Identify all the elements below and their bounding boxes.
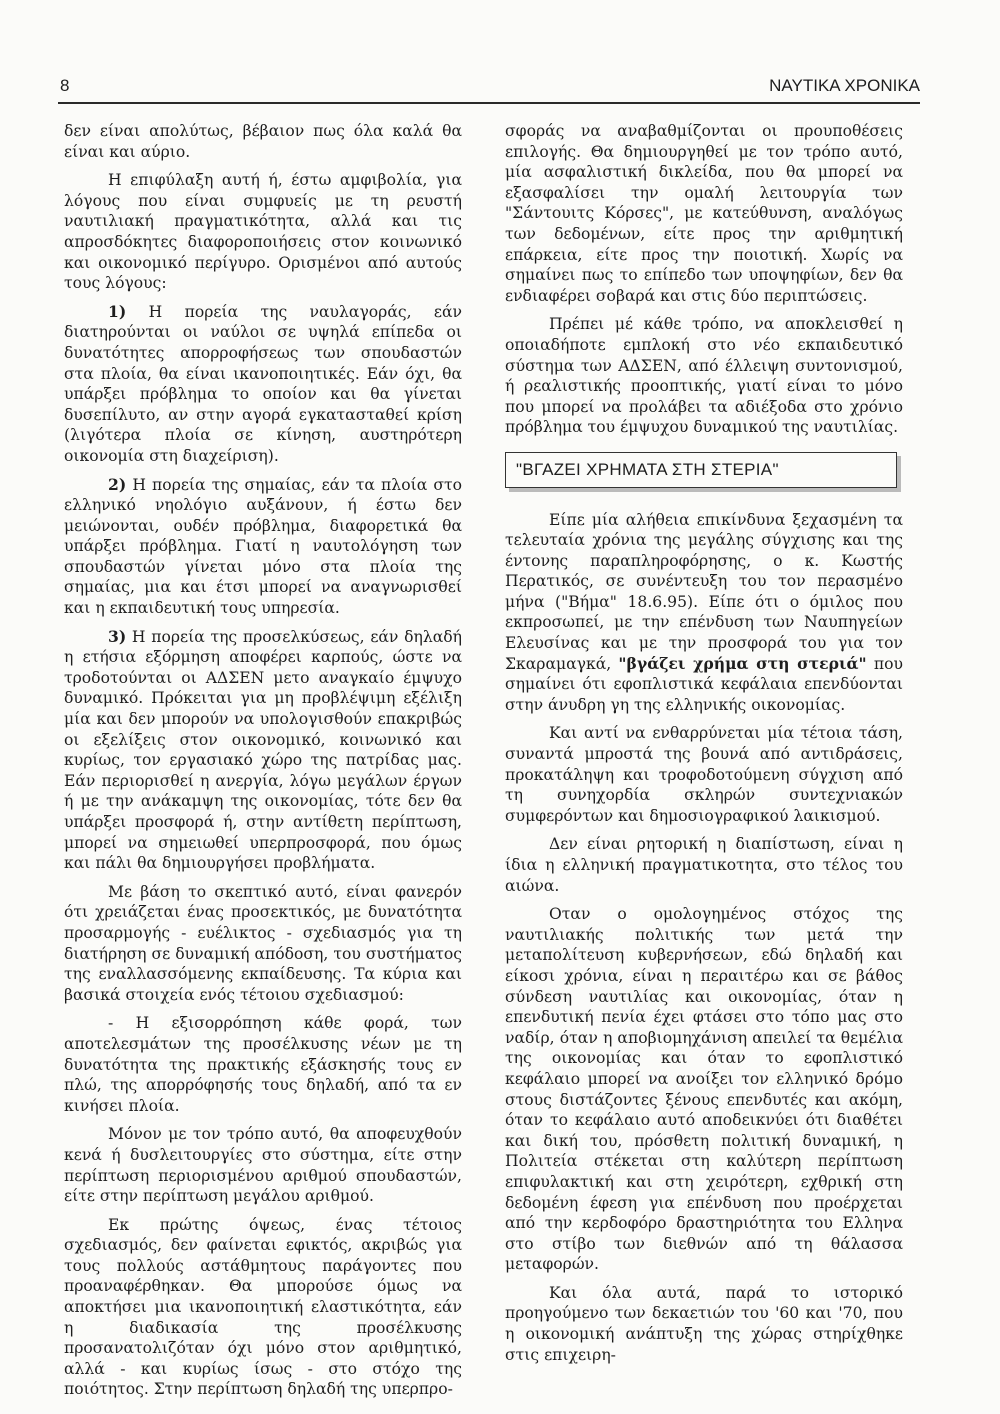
paragraph: - Η εξισορρόπηση κάθε φορά, των αποτελεσμάτων της προσέλκυσης νέων με τη δυνατότητα της πρακτικής εξάσκησής τους εν πλώ, της απορρόφησής τους δηλαδή, από τα εν κινήσει πλοία. xyxy=(64,1014,462,1115)
paragraph: Και αντί να ενθαρρύνεται μία τέτοια τάση, συναντά μπροστά της βουνά από αντιδράσεις, προκατάληψη και τροφοδοτούμενη σύγχιση από τη συνηχορδία σκληρών συντεχνιακών συμφερόντων και δημοσιογραφικού λαικισμού. xyxy=(505,724,903,825)
right-column xyxy=(505,121,903,1373)
paragraph: Πρέπει μέ κάθε τρόπο, να αποκλεισθεί η οποιαδήποτε εμπλοκή στο νέο εκπαιδευτικό σύστημα των ΑΔΣΕΝ, από έλλειψη συντονισμού, ή ρεαλιστικής προοπτικής, γιατί είναι το μόνο που μπορεί να προλάβει τα αδιέξοδα στο χρόνιο πρόβλημα του έμψυχου δυναμικού της ναυτιλίας. xyxy=(505,315,903,437)
numbered-paragraph xyxy=(64,475,462,619)
paragraph: Δεν είναι ρητορική η διαπίστωση, είναι η ίδια η ελληνική πραγματικοτητα, στο τέλος του αιώνα. xyxy=(505,835,903,895)
paragraph: δεν είναι απολύτως, βέβαιον πως όλα καλά θα είναι και αύριο. xyxy=(64,122,462,161)
paragraph xyxy=(505,510,903,716)
paragraph: Εκ πρώτης όψεως, ένας τέτοιος σχεδιασμός, δεν φαίνεται εφικτός, ακριβώς για τους πολλούς αστάθμητους παράγοντες που προαναφέρθηκαν. Θα μπορούσε όμως να αποκτήσει μια ικανοποιητική ελαστικότητα, εάν η διαδικασία της προσέλκυσης προσανατολιζόταν όχι μόνο στον αριθμητικό, αλλά - και κυρίως ίσως - στο στόχο της ποιότητος. Στην περίπτωση δηλαδή της υπερπρο- xyxy=(64,1215,462,1399)
paragraph-text: Η πορεία της ναυλαγοράς, εάν διατηρούνται οι ναύλοι σε υψηλά επίπεδα οι δυνατότητες απορροφήσεως των σπουδαστών στα πλοία, θα είναι ικανοποιητικές. Εάν όχι, θα υπάρξει πρόβλημα το οποίον και θα γίνεται δυσεπίλυτο, αν στην αγορά εγκατασταθεί κρίση (λιγότερα πλοία σε κίνηση, αυστηρότερη οικονομία στη διαχείριση). xyxy=(64,302,462,465)
numbered-paragraph xyxy=(64,302,462,467)
paragraph: Και όλα αυτά, παρά το ιστορικό προηγούμενο των δεκαετιών του '60 και '70, που η οικονομική ανάπτυξη της χώρας στηρίχθηκε στις επιχειρη- xyxy=(505,1283,903,1364)
paragraph: Οταν ο ομολογημένος στόχος της ναυτιλιακής πολιτικής των μετά την μεταπολίτευση κυβερνήσεων, εδώ δηλαδή και είκοσι χρόνια, είναι η περαιτέρω και σε βάθος σύνδεση ναυτιλίας και οικονομίας, όταν η επενδυτική πενία έχει φτάσει στο τόπο μας στο ναδίρ, όταν η αποβιομηχάνιση απειλεί τα θεμέλια της οικονομίας και όταν το εφοπλιστικό κεφάλαιο μπορεί να ανοίξει τον ελληνικό δρόμο στους διστάζοντες ξένους επενδυτές και ακόμη, όταν το κεφάλαιο αυτό αποδεικνύει ότι διαθέτει και δική του, πρόσθετη πολιτική δυναμική, η Πολιτεία στέκεται στη καλύτερη περίπτωση επιφυλακτική και στη χειρότερη, εχθρική στη δεδομένη έφεση για επένδυση που προέρχεται από την κερδοφόρο δραστηριότητα του Ελληνα στο στίβο των διεθνών από τη θάλασσα μεταφορών. xyxy=(505,905,903,1274)
paragraph: σφοράς να αναβαθμίζονται οι προυποθέσεις επιλογής. Θα δημιουργηθεί με τον τρόπο αυτό, μία ασφαλιστική δικλείδα, που θα μπορεί να εξασφαλίσει την ομαλή λειτουργία των "Σάντουιτς Κόρσες", με κατεύθυνση, αναλόγως των δεδομένων, είτε προς την αριθμητική επάρκεια, είτε προς την ποιοτική. Χωρίς να σημαίνει πως το επίπεδο των υποψηφίων, δεν θα ενδιαφέρει σοβαρά και στις δύο περιπτώσεις. xyxy=(505,122,903,305)
magazine-title: ΝΑΥΤΙΚΑ ΧΡΟΝΙΚΑ xyxy=(769,76,920,95)
numbered-paragraph xyxy=(64,627,462,874)
item-number: 1) xyxy=(108,301,127,321)
page-number: 8 xyxy=(60,76,70,95)
paragraph-text: που σημαίνει ότι εφοπλιστικά κεφάλαια επενδύονται στην άνυδρη γη της ελληνικής οικονομίας. xyxy=(505,654,903,714)
paragraph: Η επιφύλαξη αυτή ή, έστω αμφιβολία, για λόγους που είναι συμφυείς με τη ρευστή ναυτιλιακή πραγματικότητα, αλλά και τις απροσδόκητες διαφοροποιήσεις στον κοινωνικό και οικονομικό περίγυρο. Ορισμένοι από αυτούς τους λόγους: xyxy=(64,171,462,293)
item-number: 2) xyxy=(108,474,127,494)
paragraph: Μόνον με τον τρόπο αυτό, θα αποφευχθούν κενά ή δυσλειτουργίες στο σύστημα, είτε στην περίπτωση περιορισμένου αριθμού σπουδαστών, είτε στην περίπτωση μεγάλου αριθμού. xyxy=(64,1125,462,1206)
left-column xyxy=(64,121,462,1408)
paragraph-text: Η πορεία της προσελκύσεως, εάν δηλαδή η ετήσια εξόρμηση αποφέρει καρπούς, ώστε να τροδοτούνται οι ΑΔΣΕΝ μετο αναγκαίο έμψυχο δυναμικό. Πρόκειται για μη προβλέψιμη εξέλιξη μία και δεν μπορούν να υπολογισθούν επακριβώς οι εξελίξεις στον οικονομικό, κοινωνικό και κυρίως, τον εργασιακό χώρο της πατρίδας μας. Εάν περιορισθεί η ανεργία, λόγω μεγάλων έργων ή με την ανάκαμψη της οικονομίας, τότε δεν θα υπάρξει προσφορά ή, στην αντίθετη περίπτωση, μπορεί να σημειωθεί υπερπροσφορά, που όμως και πάλι θα δημιουργήσει προβλήματα. xyxy=(64,627,462,873)
item-number: 3) xyxy=(108,626,127,646)
bold-quote: "βγάζει χρήμα στη στεριά" xyxy=(618,653,867,673)
section-heading-box: "ΒΓΑΖΕΙ ΧΡΗΜΑΤΑ ΣΤΗ ΣΤΕΡΙΑ" xyxy=(505,452,897,488)
paragraph: Με βάση το σκεπτικό αυτό, είναι φανερόν ότι χρειάζεται ένας προσεκτικός, με δυνατότητα προσαρμογής - ευέλικτος - σχεδιασμός για τη διατήρηση σε δυναμική απόδοση, του συστήματος της εναλλασσόμενης εκπαίδευσης. Τα κύρια και βασικά στοιχεία ενός τέτοιου σχεδιασμού: xyxy=(64,882,462,1004)
page-header xyxy=(58,72,920,104)
paragraph-text: Είπε μία αλήθεια επικίνδυνα ξεχασμένη τα τελευταία χρόνια της μεγάλης σύγχισης και της έντονης παραπληροφόρησης, ο κ. Κωστής Περατικός, σε συνέντευξη του τον περασμένο μήνα ("Βήμα" 18.6.95). Είπε ότι ο όμιλος που εκπροσωπεί, με την επένδυση των Ναυπηγείων Ελευσίνας και με την προσφορά του για τον Σκαραμαγκά, xyxy=(505,510,903,673)
paragraph-text: Η πορεία της σημαίας, εάν τα πλοία στο ελληνικό νηολόγιο αυξάνουν, ή έστω δεν μειώνονται, ουδέν πρόβλημα, διαφορετικά θα υπάρξει πρόβλημα. Γιατί η ναυτολόγηση των σπουδαστών γίνεται μόνο στα πλοία της σημαίας, μια και έτσι μπορεί να αναγνωρισθεί και η εκπαιδευτική τους υπηρεσία. xyxy=(64,475,462,618)
